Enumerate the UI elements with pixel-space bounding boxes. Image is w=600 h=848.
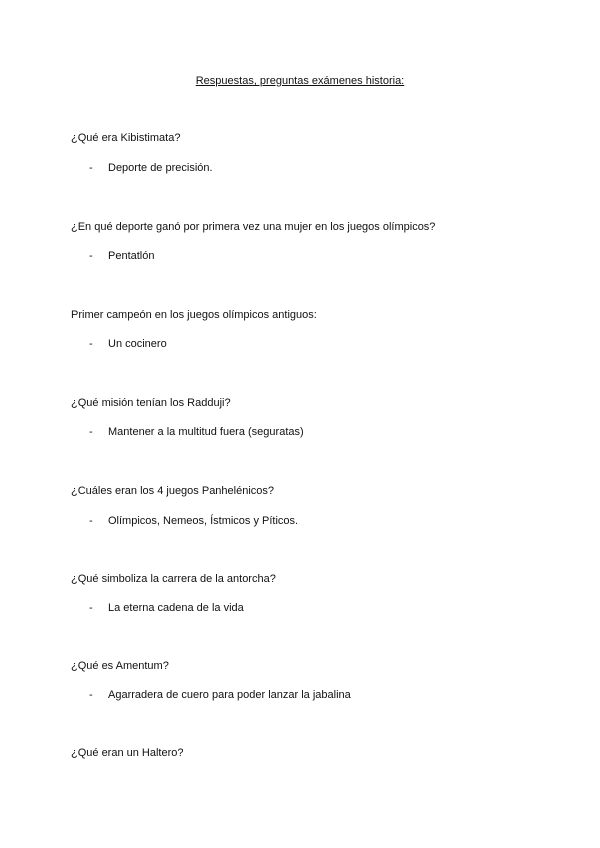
answer-6 xyxy=(89,601,244,615)
answer-3 xyxy=(89,337,167,351)
bullet-dash: - xyxy=(89,602,93,614)
question-2: ¿En qué deporte ganó por primera vez una mujer en los juegos olímpicos? xyxy=(71,221,436,233)
bullet-dash: - xyxy=(89,162,93,174)
answer-4-text: Mantener a la multitud fuera (seguratas) xyxy=(108,426,304,438)
bullet-dash: - xyxy=(89,250,93,262)
answer-7-text: Agarradera de cuero para poder lanzar la jabalina xyxy=(108,689,351,701)
bullet-dash: - xyxy=(89,515,93,527)
question-3: Primer campeón en los juegos olímpicos antiguos: xyxy=(71,309,317,321)
question-8: ¿Qué eran un Haltero? xyxy=(71,747,184,759)
answer-1-text: Deporte de precisión. xyxy=(108,162,213,174)
answer-5 xyxy=(89,514,298,528)
answer-6-text: La eterna cadena de la vida xyxy=(108,602,244,614)
answer-7 xyxy=(89,688,351,702)
answer-3-text: Un cocinero xyxy=(108,338,167,350)
question-5: ¿Cuáles eran los 4 juegos Panhelénicos? xyxy=(71,485,275,497)
answer-1 xyxy=(89,161,213,175)
question-7: ¿Qué es Amentum? xyxy=(71,660,169,672)
document-title: Respuestas, preguntas exámenes historia: xyxy=(195,75,405,87)
question-4: ¿Qué misión tenían los Radduji? xyxy=(71,397,231,409)
bullet-dash: - xyxy=(89,426,93,438)
answer-2 xyxy=(89,249,154,263)
answer-2-text: Pentatlón xyxy=(108,250,155,262)
answer-5-text: Olímpicos, Nemeos, Ístmicos y Píticos. xyxy=(108,515,299,527)
question-1: ¿Qué era Kibistimata? xyxy=(71,132,181,144)
bullet-dash: - xyxy=(89,338,93,350)
answer-4 xyxy=(89,425,304,439)
bullet-dash: - xyxy=(89,689,93,701)
question-6: ¿Qué simboliza la carrera de la antorcha? xyxy=(71,573,276,585)
